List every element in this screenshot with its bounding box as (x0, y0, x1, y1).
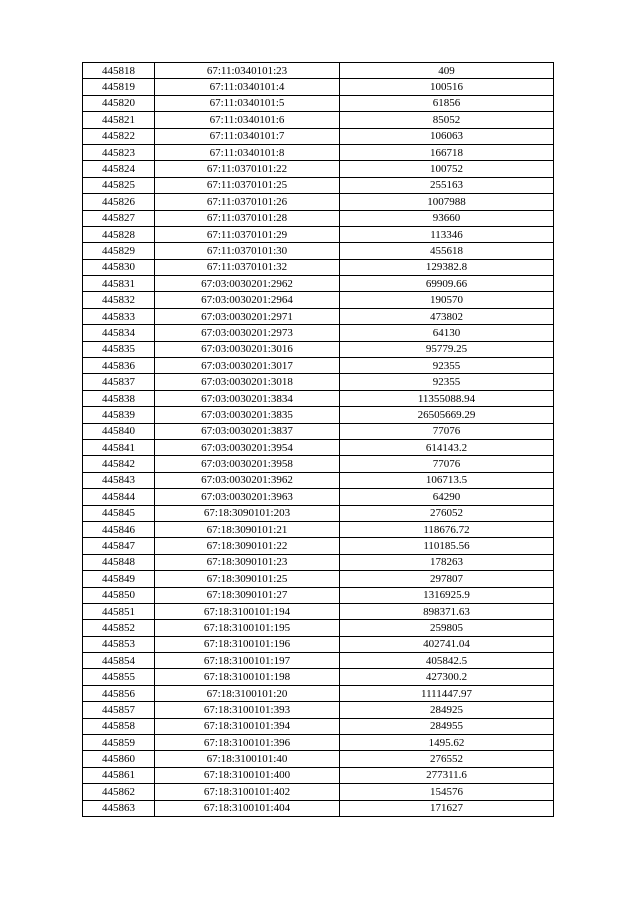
cadastral-value-cell: 92355 (340, 358, 554, 374)
cadastral-number-cell: 67:18:3090101:27 (155, 587, 340, 603)
table-row (83, 374, 554, 390)
row-number-cell: 445831 (83, 276, 155, 292)
cadastral-value-cell: 93660 (340, 210, 554, 226)
cadastral-number-cell: 67:11:0370101:29 (155, 226, 340, 242)
table-row (83, 194, 554, 210)
row-number-cell: 445820 (83, 95, 155, 111)
cadastral-value-cell: 92355 (340, 374, 554, 390)
cadastral-value-cell: 276552 (340, 751, 554, 767)
cadastral-number-cell: 67:11:0370101:25 (155, 177, 340, 193)
cadastral-value-cell: 898371.63 (340, 603, 554, 619)
cadastral-value-cell: 409 (340, 63, 554, 79)
cadastral-number-cell: 67:11:0370101:28 (155, 210, 340, 226)
cadastral-number-cell: 67:18:3100101:198 (155, 669, 340, 685)
cadastral-number-cell: 67:03:0030201:3837 (155, 423, 340, 439)
table-row (83, 571, 554, 587)
row-number-cell: 445843 (83, 472, 155, 488)
cadastral-value-cell: 64130 (340, 325, 554, 341)
cadastral-value-cell: 276052 (340, 505, 554, 521)
cadastral-number-cell: 67:18:3100101:400 (155, 767, 340, 783)
table-row (83, 259, 554, 275)
table-row (83, 390, 554, 406)
row-number-cell: 445822 (83, 128, 155, 144)
table-row (83, 128, 554, 144)
cadastral-number-cell: 67:11:0340101:6 (155, 112, 340, 128)
row-number-cell: 445859 (83, 735, 155, 751)
cadastral-number-cell: 67:03:0030201:2973 (155, 325, 340, 341)
row-number-cell: 445862 (83, 784, 155, 800)
cadastral-value-cell: 64290 (340, 489, 554, 505)
row-number-cell: 445847 (83, 538, 155, 554)
table-row (83, 472, 554, 488)
row-number-cell: 445826 (83, 194, 155, 210)
row-number-cell: 445853 (83, 636, 155, 652)
cadastral-number-cell: 67:03:0030201:2964 (155, 292, 340, 308)
table-row (83, 538, 554, 554)
table-row (83, 79, 554, 95)
row-number-cell: 445828 (83, 226, 155, 242)
cadastral-value-cell: 100752 (340, 161, 554, 177)
cadastral-value-cell: 284925 (340, 702, 554, 718)
cadastral-value-cell: 100516 (340, 79, 554, 95)
cadastral-value-cell: 277311.6 (340, 767, 554, 783)
cadastral-number-cell: 67:03:0030201:3016 (155, 341, 340, 357)
row-number-cell: 445844 (83, 489, 155, 505)
cadastral-value-cell: 11355088.94 (340, 390, 554, 406)
table-row (83, 784, 554, 800)
cadastral-value-cell: 405842.5 (340, 653, 554, 669)
table-row (83, 358, 554, 374)
row-number-cell: 445842 (83, 456, 155, 472)
row-number-cell: 445841 (83, 439, 155, 455)
row-number-cell: 445863 (83, 800, 155, 816)
table-row (83, 439, 554, 455)
cadastral-number-cell: 67:18:3100101:394 (155, 718, 340, 734)
row-number-cell: 445857 (83, 702, 155, 718)
cadastral-number-cell: 67:18:3100101:396 (155, 735, 340, 751)
row-number-cell: 445819 (83, 79, 155, 95)
table-row (83, 325, 554, 341)
row-number-cell: 445837 (83, 374, 155, 390)
table-row (83, 423, 554, 439)
cadastral-value-cell: 255163 (340, 177, 554, 193)
cadastral-value-cell: 26505669.29 (340, 407, 554, 423)
row-number-cell: 445825 (83, 177, 155, 193)
row-number-cell: 445845 (83, 505, 155, 521)
table-row (83, 521, 554, 537)
cadastral-number-cell: 67:18:3100101:404 (155, 800, 340, 816)
cadastral-value-cell: 129382.8 (340, 259, 554, 275)
cadastral-value-cell: 178263 (340, 554, 554, 570)
row-number-cell: 445818 (83, 63, 155, 79)
cadastral-value-cell: 77076 (340, 423, 554, 439)
cadastral-value-cell: 69909.66 (340, 276, 554, 292)
cadastral-value-cell: 259805 (340, 620, 554, 636)
table-row (83, 341, 554, 357)
cadastral-value-cell: 110185.56 (340, 538, 554, 554)
table-row (83, 407, 554, 423)
table-row (83, 554, 554, 570)
cadastral-value-cell: 1316925.9 (340, 587, 554, 603)
table-row (83, 636, 554, 652)
cadastral-value-cell: 113346 (340, 226, 554, 242)
table-row (83, 161, 554, 177)
table-row (83, 144, 554, 160)
table-row (83, 735, 554, 751)
row-number-cell: 445835 (83, 341, 155, 357)
table-row (83, 112, 554, 128)
cadastral-number-cell: 67:03:0030201:3018 (155, 374, 340, 390)
cadastral-number-cell: 67:18:3090101:25 (155, 571, 340, 587)
cadastral-number-cell: 67:11:0370101:30 (155, 243, 340, 259)
row-number-cell: 445860 (83, 751, 155, 767)
table-row (83, 489, 554, 505)
cadastral-value-cell: 284955 (340, 718, 554, 734)
cadastral-number-cell: 67:18:3100101:194 (155, 603, 340, 619)
table-row (83, 226, 554, 242)
cadastral-value-cell: 190570 (340, 292, 554, 308)
row-number-cell: 445838 (83, 390, 155, 406)
cadastral-number-cell: 67:18:3090101:23 (155, 554, 340, 570)
cadastral-number-cell: 67:03:0030201:3017 (155, 358, 340, 374)
cadastral-number-cell: 67:03:0030201:2971 (155, 308, 340, 324)
row-number-cell: 445852 (83, 620, 155, 636)
cadastral-number-cell: 67:18:3090101:22 (155, 538, 340, 554)
cadastral-value-cell: 154576 (340, 784, 554, 800)
cadastral-value-cell: 473802 (340, 308, 554, 324)
cadastral-value-cell: 1007988 (340, 194, 554, 210)
cadastral-value-cell: 106063 (340, 128, 554, 144)
row-number-cell: 445849 (83, 571, 155, 587)
cadastral-value-cell: 85052 (340, 112, 554, 128)
table-row (83, 718, 554, 734)
table-row (83, 620, 554, 636)
cadastral-number-cell: 67:03:0030201:2962 (155, 276, 340, 292)
cadastral-value-cell: 614143.2 (340, 439, 554, 455)
cadastral-value-cell: 61856 (340, 95, 554, 111)
table-row (83, 456, 554, 472)
cadastral-value-cell: 402741.04 (340, 636, 554, 652)
cadastral-number-cell: 67:11:0340101:23 (155, 63, 340, 79)
cadastral-value-cell: 1111447.97 (340, 685, 554, 701)
cadastral-number-cell: 67:18:3100101:402 (155, 784, 340, 800)
table-row (83, 587, 554, 603)
cadastral-number-cell: 67:18:3100101:40 (155, 751, 340, 767)
cadastral-number-cell: 67:18:3090101:203 (155, 505, 340, 521)
table-row (83, 292, 554, 308)
row-number-cell: 445836 (83, 358, 155, 374)
row-number-cell: 445824 (83, 161, 155, 177)
row-number-cell: 445832 (83, 292, 155, 308)
cadastral-value-cell: 427300.2 (340, 669, 554, 685)
cadastral-value-cell: 95779.25 (340, 341, 554, 357)
row-number-cell: 445855 (83, 669, 155, 685)
cadastral-number-cell: 67:11:0370101:26 (155, 194, 340, 210)
cadastral-value-cell: 166718 (340, 144, 554, 160)
row-number-cell: 445834 (83, 325, 155, 341)
table-row (83, 603, 554, 619)
cadastral-number-cell: 67:03:0030201:3958 (155, 456, 340, 472)
table-row (83, 669, 554, 685)
table-row (83, 751, 554, 767)
row-number-cell: 445850 (83, 587, 155, 603)
row-number-cell: 445861 (83, 767, 155, 783)
row-number-cell: 445854 (83, 653, 155, 669)
row-number-cell: 445830 (83, 259, 155, 275)
row-number-cell: 445846 (83, 521, 155, 537)
cadastral-value-cell: 1495.62 (340, 735, 554, 751)
cadastral-number-cell: 67:11:0340101:4 (155, 79, 340, 95)
cadastral-value-cell: 118676.72 (340, 521, 554, 537)
table-row (83, 210, 554, 226)
cadastral-value-cell: 455618 (340, 243, 554, 259)
row-number-cell: 445827 (83, 210, 155, 226)
row-number-cell: 445823 (83, 144, 155, 160)
cadastral-number-cell: 67:03:0030201:3954 (155, 439, 340, 455)
cadastral-number-cell: 67:03:0030201:3962 (155, 472, 340, 488)
row-number-cell: 445829 (83, 243, 155, 259)
table-row (83, 243, 554, 259)
row-number-cell: 445848 (83, 554, 155, 570)
table-row (83, 177, 554, 193)
table-row (83, 63, 554, 79)
row-number-cell: 445839 (83, 407, 155, 423)
table-row (83, 276, 554, 292)
cadastral-value-cell: 297807 (340, 571, 554, 587)
cadastral-value-cell: 171627 (340, 800, 554, 816)
cadastral-number-cell: 67:03:0030201:3963 (155, 489, 340, 505)
table-row (83, 685, 554, 701)
table-row (83, 308, 554, 324)
table-row (83, 767, 554, 783)
cadastral-value-cell: 77076 (340, 456, 554, 472)
cadastral-number-cell: 67:11:0340101:5 (155, 95, 340, 111)
cadastral-number-cell: 67:11:0340101:8 (155, 144, 340, 160)
table-row (83, 653, 554, 669)
cadastral-number-cell: 67:03:0030201:3834 (155, 390, 340, 406)
cadastral-number-cell: 67:11:0370101:22 (155, 161, 340, 177)
table-body (83, 63, 554, 817)
cadastral-value-cell: 106713.5 (340, 472, 554, 488)
cadastral-number-cell: 67:18:3100101:195 (155, 620, 340, 636)
row-number-cell: 445833 (83, 308, 155, 324)
cadastral-number-cell: 67:03:0030201:3835 (155, 407, 340, 423)
cadastral-number-cell: 67:18:3090101:21 (155, 521, 340, 537)
cadastral-value-table (82, 62, 554, 817)
row-number-cell: 445851 (83, 603, 155, 619)
row-number-cell: 445856 (83, 685, 155, 701)
cadastral-number-cell: 67:18:3100101:20 (155, 685, 340, 701)
row-number-cell: 445821 (83, 112, 155, 128)
cadastral-number-cell: 67:18:3100101:197 (155, 653, 340, 669)
table-row (83, 95, 554, 111)
cadastral-number-cell: 67:18:3100101:393 (155, 702, 340, 718)
table-row (83, 800, 554, 816)
table-row (83, 505, 554, 521)
cadastral-number-cell: 67:11:0340101:7 (155, 128, 340, 144)
cadastral-number-cell: 67:11:0370101:32 (155, 259, 340, 275)
row-number-cell: 445840 (83, 423, 155, 439)
table-row (83, 702, 554, 718)
row-number-cell: 445858 (83, 718, 155, 734)
cadastral-number-cell: 67:18:3100101:196 (155, 636, 340, 652)
